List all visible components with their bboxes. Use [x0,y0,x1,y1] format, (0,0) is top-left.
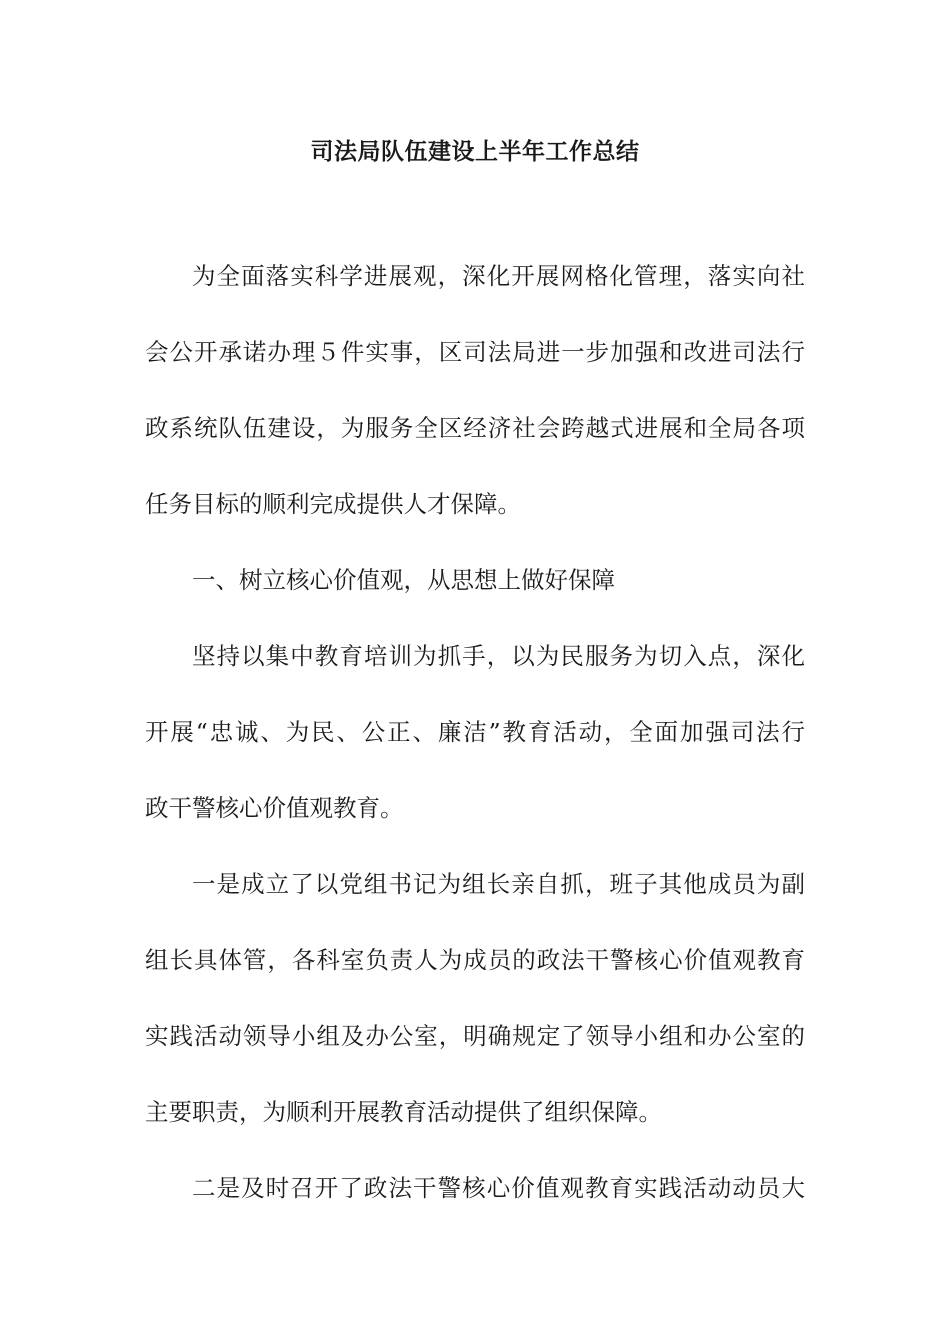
paragraph-line: 会公开承诺办理５件实事，区司法局进一步加强和改进司法行 [145,338,805,366]
paragraph-line: 为全面落实科学进展观，深化开展网格化管理，落实向社 [192,262,805,290]
paragraph-line: 实践活动领导小组及办公室，明确规定了领导小组和办公室的 [145,1022,805,1050]
paragraph-line: 政干警核心价值观教育。 [145,794,404,822]
paragraph-line: 开展“忠诚、为民、公正、廉洁”教育活动，全面加强司法行 [145,718,805,746]
paragraph-line: 二是及时召开了政法干警核心价值观教育实践活动动员大 [192,1174,805,1202]
paragraph-line: 主要职责，为顺利开展教育活动提供了组织保障。 [145,1098,662,1126]
section-heading: 一、树立核心价值观，从思想上做好保障 [192,566,615,594]
document-title: 司法局队伍建设上半年工作总结 [310,139,640,165]
paragraph-line: 一是成立了以党组书记为组长亲自抓，班子其他成员为副 [192,870,805,898]
paragraph-line: 组长具体管，各科室负责人为成员的政法干警核心价值观教育 [145,946,805,974]
paragraph-line: 任务目标的顺利完成提供人才保障。 [145,490,521,518]
document-body [145,252,805,1240]
paragraph-line: 政系统队伍建设，为服务全区经济社会跨越式进展和全局各项 [145,414,805,442]
paragraph-line: 坚持以集中教育培训为抓手，以为民服务为切入点，深化 [192,642,805,670]
